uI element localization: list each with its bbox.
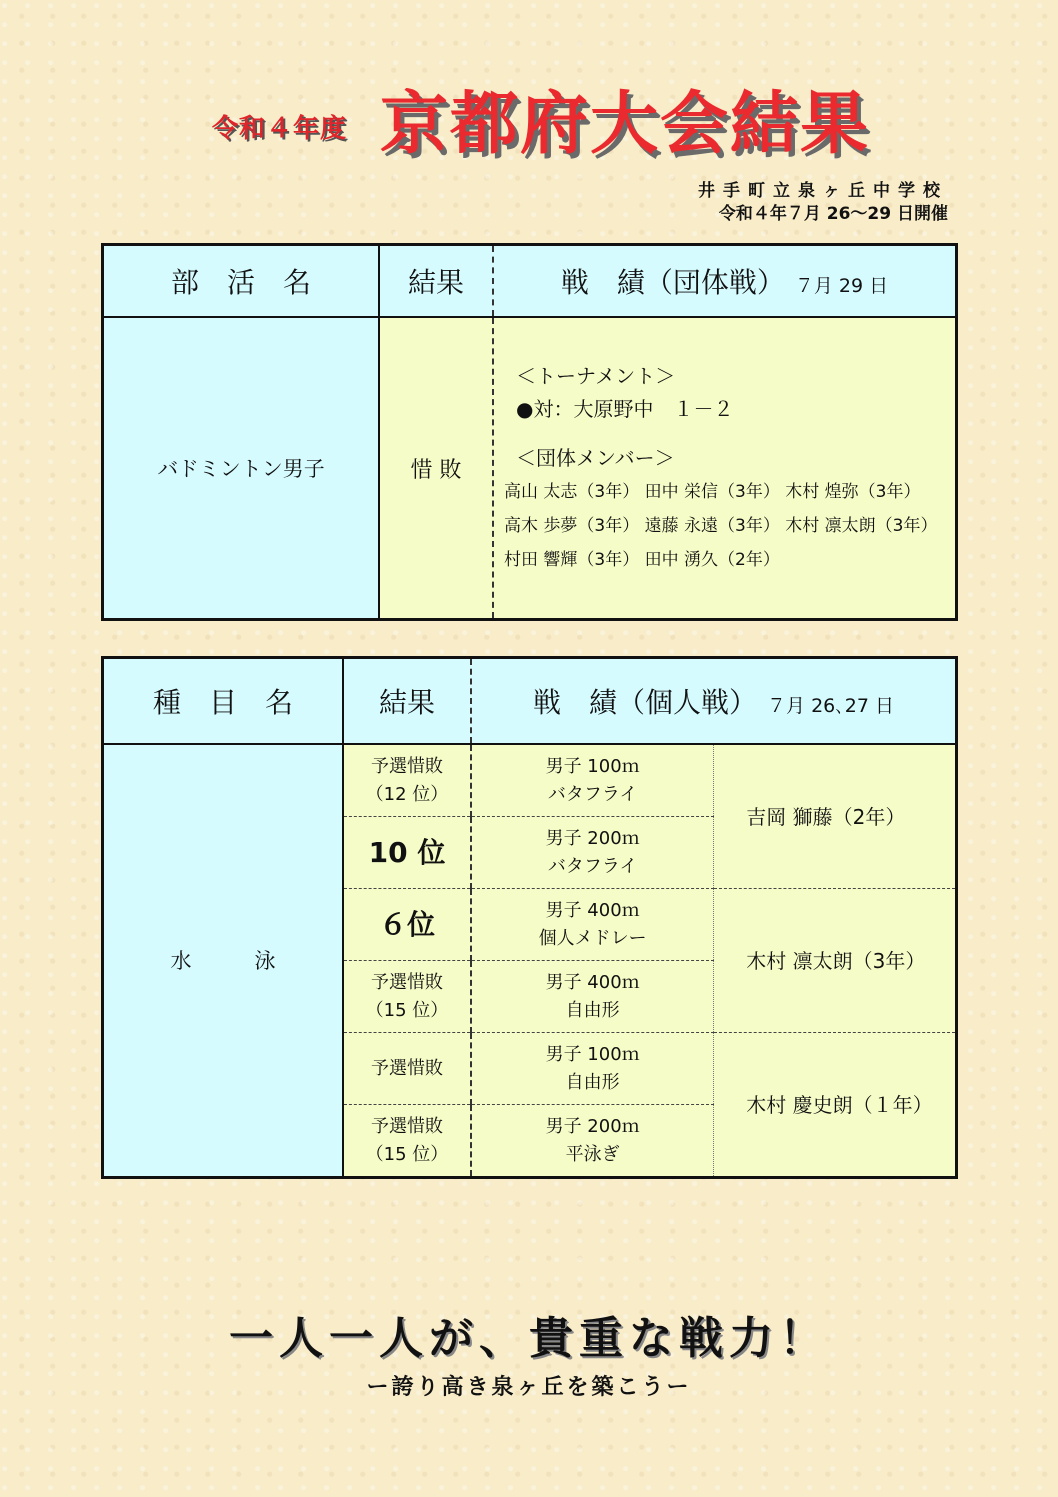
- school-info: [698, 180, 948, 226]
- header-record-label: 戦 績（団体戦）: [560, 266, 785, 299]
- event-cell: 男子 200ｍ バタフライ: [471, 817, 714, 889]
- event-cell: 男子 100ｍ 自由形: [471, 1033, 714, 1105]
- individual-results-table: [101, 656, 958, 1179]
- sport-name: 水 泳: [103, 744, 344, 1178]
- slogan-sub: ー誇り高き泉ヶ丘を築こうー: [366, 1375, 692, 1400]
- school-name: 井手町立泉ヶ丘中学校: [698, 181, 948, 201]
- slogan-main: 一人一人が、貴重な戦力！: [229, 1313, 829, 1364]
- header-record: [493, 245, 957, 318]
- member-line: 高山 太志（3年） 田中 栄信（3年） 木村 煌弥（3年）: [504, 481, 921, 502]
- tournament-label: ＜トーナメント＞: [516, 363, 676, 388]
- title-row: [0, 70, 1058, 164]
- page-title: 京都府大会結果: [380, 85, 871, 164]
- header-record-date: ７月 29 日: [794, 275, 889, 297]
- event-cell: 男子 400ｍ 個人メドレー: [471, 889, 714, 961]
- header-record: [471, 658, 957, 745]
- header-record-label: 戦 績（個人戦）: [533, 686, 758, 719]
- year-label: 令和４年度: [212, 114, 348, 144]
- team-result: 惜 敗: [379, 317, 493, 620]
- athlete-name: 木村 凛太朗（3年）: [714, 889, 957, 1033]
- team-results-table: [101, 243, 958, 621]
- event-cell: 男子 400ｍ 自由形: [471, 961, 714, 1033]
- header-event: 種 目 名: [103, 658, 344, 745]
- member-line: 村田 響輝（3年） 田中 湧久（2年）: [504, 549, 780, 570]
- header-result: 結果: [343, 658, 471, 745]
- slogan: [0, 1302, 1058, 1401]
- athlete-name: 木村 慶史朗（１年）: [714, 1033, 957, 1178]
- event-cell: 男子 100ｍ バタフライ: [471, 744, 714, 817]
- header-club: 部 活 名: [103, 245, 380, 318]
- result-cell: 予選惜敗 （12 位）: [343, 744, 471, 817]
- result-cell: ６位: [343, 889, 471, 961]
- header-result: 結果: [379, 245, 493, 318]
- event-dates: 令和４年７月 26～29 日開催: [718, 204, 948, 224]
- result-cell: 予選惜敗: [343, 1033, 471, 1105]
- header-record-date: ７月 26､27 日: [767, 695, 894, 717]
- result-cell: 予選惜敗 （15 位）: [343, 961, 471, 1033]
- member-line: 高木 歩夢（3年） 遠藤 永遠（3年） 木村 凛太朗（3年）: [504, 515, 938, 536]
- result-cell: 10 位: [343, 817, 471, 889]
- club-name: バドミントン男子: [103, 317, 380, 620]
- event-cell: 男子 200ｍ 平泳ぎ: [471, 1105, 714, 1178]
- match-result: ●対：大原野中 １－２: [516, 396, 734, 421]
- athlete-name: 吉岡 獅藤（2年）: [714, 744, 957, 889]
- members-label: ＜団体メンバー＞: [516, 445, 675, 470]
- team-record: [493, 317, 957, 620]
- result-cell: 予選惜敗 （15 位）: [343, 1105, 471, 1178]
